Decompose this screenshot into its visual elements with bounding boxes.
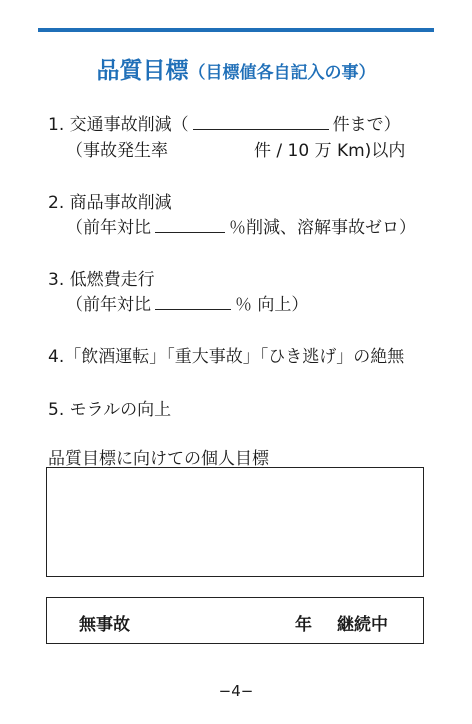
item-3 <box>48 265 155 290</box>
item-text: 商品事故削減 <box>69 193 172 213</box>
detail-suffix: ％ 向上） <box>235 295 309 315</box>
item-number: 2. <box>48 193 65 213</box>
item-2-detail <box>66 213 416 238</box>
detail-suffix: ％削減、溶解事故ゼロ） <box>229 218 416 238</box>
personal-goal-box[interactable] <box>46 467 424 577</box>
item-number: 1. <box>48 115 65 135</box>
detail-prefix: （事故発生率 <box>66 141 168 161</box>
detail-prefix: （前年対比 <box>66 295 151 315</box>
fill-in-blank[interactable] <box>193 128 329 130</box>
item-1-detail <box>66 136 405 161</box>
page-title <box>38 52 434 85</box>
item-5 <box>48 395 171 420</box>
detail-suffix: 件 / 10 万 Km)以内 <box>254 141 406 161</box>
title-main: 品質目標 <box>96 58 189 84</box>
record-label: 無事故 <box>79 615 130 635</box>
item-text: 低燃費走行 <box>69 270 155 290</box>
item-3-detail <box>66 290 308 315</box>
accident-free-record-box <box>46 597 424 644</box>
personal-goal-label: 品質目標に向けての個人目標 <box>48 449 269 469</box>
item-number: 5. <box>48 400 65 420</box>
title-sub: （目標値各自記入の事） <box>188 63 376 83</box>
item-number: 4. <box>48 347 65 367</box>
page-number: −4− <box>218 682 254 700</box>
item-text: 交通事故削減（ <box>69 115 189 135</box>
item-suffix: 件まで） <box>332 115 401 135</box>
item-4 <box>48 342 404 367</box>
item-text: モラルの向上 <box>69 400 172 420</box>
top-rule <box>38 28 434 32</box>
item-1 <box>48 110 401 135</box>
detail-prefix: （前年対比 <box>66 218 151 238</box>
item-number: 3. <box>48 270 65 290</box>
item-text: 「飲酒運転」「重大事故」「ひき逃げ」の絶無 <box>64 347 405 367</box>
fill-in-blank[interactable] <box>155 308 231 310</box>
fill-in-blank[interactable] <box>155 231 225 233</box>
record-year-label: 年 <box>295 615 312 635</box>
record-continuing-label: 継続中 <box>337 615 388 635</box>
item-2 <box>48 188 172 213</box>
